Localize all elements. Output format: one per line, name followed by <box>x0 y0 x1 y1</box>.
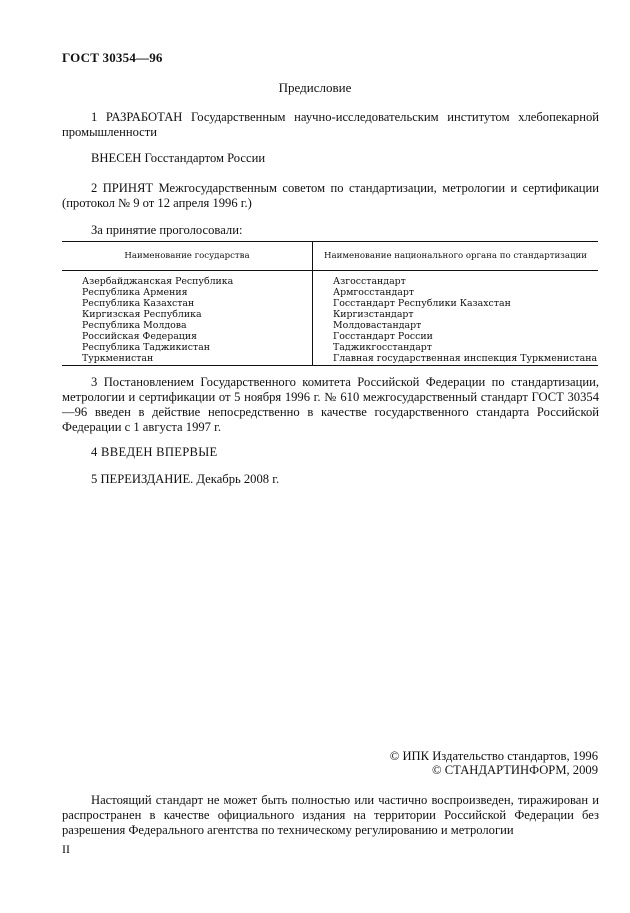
reproduction-notice: Настоящий стандарт не может быть полностью или частично воспроизведен, тиражирован и распространен в качестве официального издания на территории Российской Федерации без разрешения Федерального агентства по техническому регулированию и метрологии <box>62 793 599 837</box>
standard-code-header: ГОСТ 30354—96 <box>62 50 163 65</box>
table-row <box>62 309 598 320</box>
standards-body-cell: Таджикгосстандарт <box>333 342 432 353</box>
standards-body-cell: Молдовастандарт <box>333 320 422 331</box>
vote-table <box>62 241 598 366</box>
state-cell: Республика Молдова <box>62 320 313 331</box>
state-cell: Российская Федерация <box>62 331 313 342</box>
paragraph-adopted: 2 ПРИНЯТ Межгосударственным советом по стандартизации, метрологии и сертификации (протокол № 9 от 12 апреля 1996 г.) <box>62 181 599 210</box>
paragraph-reissue: 5 ПЕРЕИЗДАНИЕ. Декабрь 2008 г. <box>91 472 280 486</box>
paragraph-enacted: 3 Постановлением Государственного комитета Российской Федерации по стандартизации, метрологии и сертификации от 5 ноября 1996 г. № 610 межгосударственный стандарт ГОСТ 30354—96 введен в действие непосредственно в качестве государственного стандарта Российской Федерации с 1 августа 1997 г. <box>62 375 599 434</box>
section-title: Предисловие <box>278 80 352 95</box>
vote-table-header-row <box>62 242 598 271</box>
table-row <box>62 342 598 353</box>
paragraph-introduced-first: 4 ВВЕДЕН ВПЕРВЫЕ <box>91 445 218 459</box>
state-cell: Туркменистан <box>62 353 313 366</box>
state-cell: Азербайджанская Республика <box>62 271 313 288</box>
column-header-state: Наименование государства <box>62 242 313 271</box>
state-cell: Киргизская Республика <box>62 309 313 320</box>
state-cell: Республика Таджикистан <box>62 342 313 353</box>
standards-body-cell: Госстандарт России <box>333 331 433 342</box>
standards-body-cell: Армгосстандарт <box>333 287 415 298</box>
page-number: II <box>62 842 70 856</box>
paragraph-developed-by: 1 РАЗРАБОТАН Государственным научно-исследовательским институтом хлебопекарной промышленности <box>62 110 599 139</box>
copyright-line-publisher: © ИПК Издательство стандартов, 1996 <box>389 749 598 763</box>
standards-body-cell: Главная государственная инспекция Туркменистана <box>313 353 599 366</box>
table-row <box>62 287 598 298</box>
standards-body-cell: Госстандарт Республики Казахстан <box>333 298 511 309</box>
table-row <box>62 271 598 288</box>
paragraph-vote-intro: За принятие проголосовали: <box>91 223 243 237</box>
state-cell: Республика Армения <box>62 287 313 298</box>
table-row <box>62 298 598 309</box>
copyright-line-standartinform: © СТАНДАРТИНФОРМ, 2009 <box>432 763 598 777</box>
standards-body-cell: Азгосстандарт <box>333 276 406 287</box>
table-row <box>62 353 598 366</box>
column-header-standards-body: Наименование национального органа по стандартизации <box>313 242 599 271</box>
state-cell: Республика Казахстан <box>62 298 313 309</box>
table-row <box>62 320 598 331</box>
paragraph-introduced-by: ВНЕСЕН Госстандартом России <box>91 151 266 165</box>
standards-body-cell: Киргизстандарт <box>333 309 414 320</box>
table-row <box>62 331 598 342</box>
